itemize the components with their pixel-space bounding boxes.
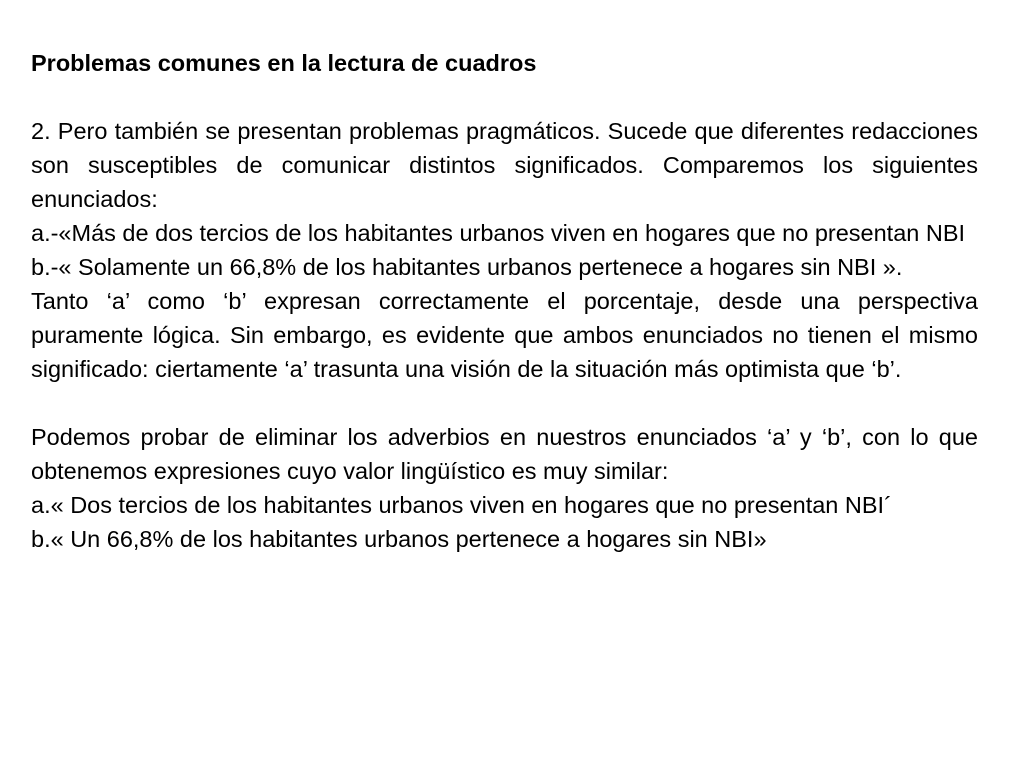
- statement-a-revised: a.« Dos tercios de los habitantes urbanos viven en hogares que no presentan NBI´: [31, 492, 892, 518]
- statement-a-original: a.-«Más de dos tercios de los habitantes urbanos viven en hogares que no presentan NBI: [31, 220, 966, 246]
- slide-content: [31, 46, 978, 556]
- paragraph-adverbs: Podemos probar de eliminar los adverbios en nuestros enunciados ‘a’ y ‘b’, con lo que obtenemos expresiones cuyo valor lingüístico es muy similar:: [31, 424, 978, 484]
- slide-title: Problemas comunes en la lectura de cuadros: [31, 50, 537, 76]
- statement-b-original: b.-« Solamente un 66,8% de los habitantes urbanos pertenece a hogares sin NBI ».: [31, 254, 903, 280]
- spacer: [31, 80, 978, 114]
- paragraph-analysis: Tanto ‘a’ como ‘b’ expresan correctamente el porcentaje, desde una perspectiva puramente lógica. Sin embargo, es evidente que ambos enunciados no tienen el mismo significado: ciertamente ‘a’ trasunta una visión de la situación más optimista que ‘b’.: [31, 288, 978, 382]
- paragraph-intro: 2. Pero también se presentan problemas pragmáticos. Sucede que diferentes redacciones son susceptibles de comunicar distintos significados. Comparemos los siguientes enunciados:: [31, 118, 978, 212]
- statement-b-revised: b.« Un 66,8% de los habitantes urbanos pertenece a hogares sin NBI»: [31, 526, 767, 552]
- spacer: [31, 386, 978, 420]
